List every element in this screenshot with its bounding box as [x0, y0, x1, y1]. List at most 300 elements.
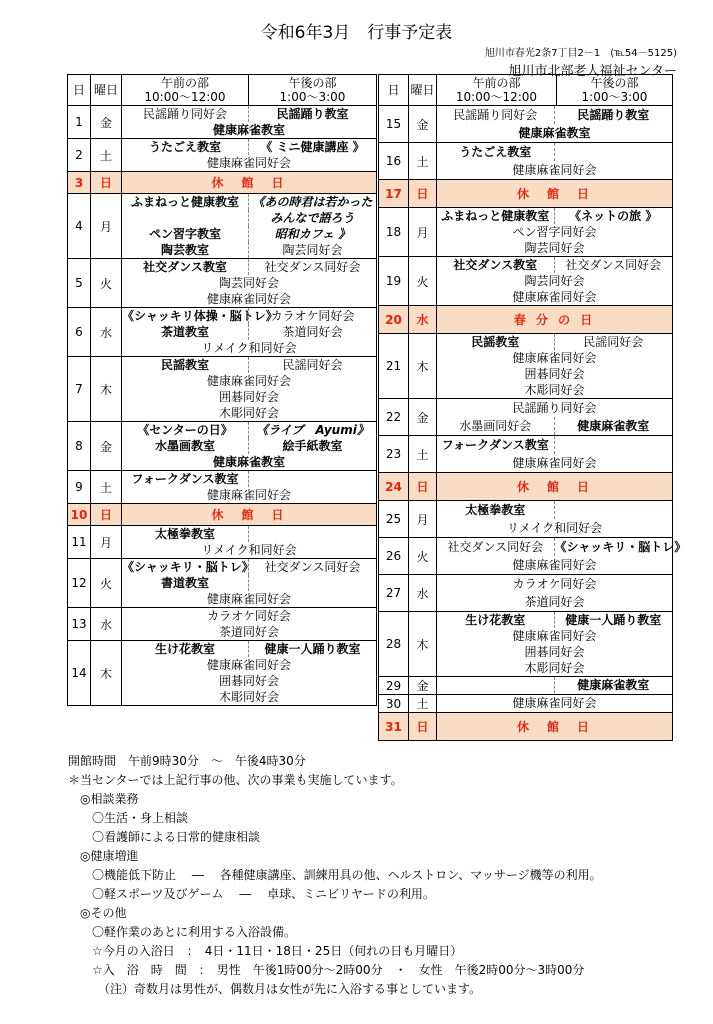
event-line	[122, 526, 376, 542]
event-am: 陶芸教室	[122, 242, 249, 258]
weekday: 木	[409, 334, 437, 399]
event-line	[122, 226, 376, 242]
event-am: 生け花教室	[122, 641, 249, 657]
event-line	[122, 139, 376, 155]
header-pm-title: 午後の部	[590, 76, 639, 90]
event-pm: 民謡同好会	[282, 358, 343, 372]
event-full: リメイク和同好会	[201, 341, 297, 355]
event-full: 茶道同好会	[524, 595, 585, 609]
header-am-time: 10:00～12:00	[455, 90, 538, 104]
day-row	[68, 559, 377, 608]
event-pm	[249, 526, 376, 542]
schedule-table-left	[67, 74, 377, 706]
weekday: 月	[409, 208, 437, 257]
weekday: 月	[91, 526, 122, 559]
day-number: 6	[68, 308, 91, 357]
event-pm	[555, 501, 673, 519]
event-pm: 陶芸同好会	[282, 243, 343, 257]
weekday: 金	[91, 422, 122, 471]
event-am: 民謡踊り同好会	[437, 106, 555, 124]
weekday: 火	[409, 257, 437, 306]
event-line	[437, 350, 672, 366]
event-am: うたごえ教室	[122, 139, 249, 155]
weekday: 火	[409, 538, 437, 575]
event-full: 健康麻雀同好会	[512, 696, 597, 710]
event-pm: 民謡踊り教室	[577, 108, 650, 122]
day-number: 28	[379, 612, 409, 677]
day-number: 30	[379, 695, 409, 713]
event-line	[122, 542, 376, 558]
event-line	[437, 289, 672, 305]
event-pm: 健康麻雀教室	[577, 419, 650, 433]
event-pm: みんなで語ろう	[270, 211, 355, 225]
event-line	[437, 366, 672, 382]
event-line	[437, 224, 672, 240]
event-full: 健康麻雀同好会	[512, 290, 597, 304]
day-number: 7	[68, 357, 91, 422]
event-line	[122, 210, 376, 226]
weekday: 木	[409, 612, 437, 677]
event-pm: 健康一人踊り教室	[264, 642, 361, 656]
event-line	[437, 538, 687, 556]
event-line	[437, 106, 672, 124]
weekday: 土	[91, 139, 122, 172]
event-line	[122, 357, 376, 373]
day-number: 23	[379, 436, 409, 473]
event-full: 健康麻雀同好会	[206, 592, 291, 606]
events-cell	[437, 143, 673, 180]
event-line	[437, 417, 672, 435]
event-line	[437, 208, 672, 224]
weekday: 日	[409, 713, 437, 741]
event-line	[122, 487, 376, 503]
event-line	[122, 389, 376, 405]
day-number: 21	[379, 334, 409, 399]
event-pm: カラオケ同好会	[270, 309, 355, 323]
event-pm	[555, 436, 673, 454]
event-pm: 茶道同好会	[282, 325, 343, 339]
events-cell	[122, 608, 377, 641]
event-full: 健康麻雀教室	[212, 123, 285, 137]
schedule-table-right	[378, 74, 687, 741]
event-full: 木彫同好会	[218, 406, 279, 420]
event-am	[437, 677, 555, 693]
day-number: 8	[68, 422, 91, 471]
closed-day-row	[68, 504, 377, 526]
event-full: 囲碁同好会	[524, 645, 585, 659]
day-row	[379, 334, 673, 399]
header-am-title: 午前の部	[160, 76, 209, 90]
event-line	[437, 556, 672, 574]
header-am-time: 10:00～12:00	[144, 90, 226, 104]
events-cell	[437, 695, 673, 713]
header-pm-time: 1:00～3:00	[581, 90, 648, 104]
events-cell	[122, 308, 377, 357]
day-number: 10	[68, 504, 91, 526]
event-line	[437, 519, 672, 537]
event-pm: 《 ミニ健康講座 》	[260, 140, 365, 154]
note-line: ＊当センターでは上記行事の他、次の事業も実施しています。	[68, 773, 403, 787]
event-line	[122, 291, 376, 307]
header-am	[122, 75, 249, 106]
closed-label: 休 館 日	[437, 473, 673, 501]
event-line	[122, 405, 376, 421]
day-number: 3	[68, 172, 91, 194]
event-line	[122, 194, 376, 210]
event-line	[122, 324, 376, 340]
header-pm-title: 午後の部	[288, 76, 337, 90]
event-line	[122, 122, 376, 138]
day-number: 15	[379, 106, 409, 143]
events-cell	[437, 501, 673, 538]
event-am: ふまねっと健康教室	[122, 194, 249, 210]
event-am: 生け花教室	[437, 612, 555, 628]
day-row	[379, 143, 673, 180]
day-number: 29	[379, 677, 409, 695]
weekday: 日	[91, 172, 122, 194]
event-pm: 《シャッキリ・脳トレ》	[554, 540, 687, 554]
closed-day-row	[68, 172, 377, 194]
event-line	[437, 660, 672, 676]
day-row	[379, 538, 673, 575]
weekday: 土	[409, 695, 437, 713]
event-am: 《シャッキリ・脳トレ》	[122, 560, 254, 574]
event-am: 民謡教室	[437, 334, 555, 350]
note-line: ◎健康増進	[68, 849, 139, 863]
weekday: 月	[91, 194, 122, 259]
events-cell	[437, 612, 673, 677]
events-cell	[122, 526, 377, 559]
event-pm: 《あの時君は若かった	[252, 195, 373, 209]
closed-day-row	[379, 306, 673, 334]
event-pm: 民謡踊り教室	[276, 107, 349, 121]
event-line	[122, 673, 376, 689]
day-number: 27	[379, 575, 409, 612]
event-full: 木彫同好会	[524, 383, 585, 397]
event-line	[437, 501, 672, 519]
weekday: 金	[409, 677, 437, 695]
header-day: 日	[379, 75, 409, 106]
event-line	[122, 657, 376, 673]
event-full: 健康麻雀同好会	[206, 488, 291, 502]
event-pm: 絵手紙教室	[282, 439, 343, 453]
event-full: 健康麻雀同好会	[512, 629, 597, 643]
event-line	[437, 240, 672, 256]
weekday: 金	[409, 399, 437, 436]
event-full: 囲碁同好会	[524, 367, 585, 381]
event-line	[437, 399, 672, 417]
note-line: 開館時間 午前9時30分 ～ 午後4時30分	[68, 754, 306, 768]
day-row	[68, 526, 377, 559]
event-full: 健康麻雀教室	[212, 455, 285, 469]
day-row	[379, 106, 673, 143]
event-full: カラオケ同好会	[512, 577, 597, 591]
day-number: 2	[68, 139, 91, 172]
day-row	[68, 422, 377, 471]
event-pm: 民謡同好会	[583, 335, 644, 349]
day-number: 4	[68, 194, 91, 259]
event-line	[437, 334, 672, 350]
event-line	[122, 471, 376, 487]
event-line	[122, 559, 376, 575]
event-line	[437, 143, 672, 161]
day-row	[379, 695, 673, 713]
event-am: フォークダンス教室	[122, 471, 249, 487]
day-number: 22	[379, 399, 409, 436]
event-full: 健康麻雀同好会	[512, 558, 597, 572]
event-full: リメイク和同好会	[506, 521, 603, 535]
event-line	[122, 422, 376, 438]
weekday: 木	[91, 641, 122, 706]
note-line: ◎相談業務	[68, 792, 139, 806]
event-full: 健康麻雀同好会	[206, 374, 291, 388]
day-row	[68, 308, 377, 357]
closed-label: 春 分 の 日	[437, 306, 673, 334]
day-number: 31	[379, 713, 409, 741]
weekday: 土	[409, 143, 437, 180]
event-line	[437, 382, 672, 398]
day-row	[379, 399, 673, 436]
header-day: 日	[68, 75, 91, 106]
event-full: 囲碁同好会	[218, 674, 279, 688]
event-pm: 社交ダンス同好会	[565, 258, 662, 272]
weekday: 金	[409, 106, 437, 143]
event-am: 社交ダンス同好会	[437, 538, 555, 556]
closed-day-row	[379, 713, 673, 741]
event-full: ペン習字同好会	[512, 225, 597, 239]
event-full: カラオケ同好会	[207, 609, 291, 623]
event-pm: 健康一人踊り教室	[565, 613, 662, 627]
note-line: 〇軽作業のあとに利用する入浴設備。	[68, 925, 297, 939]
closed-label: 休 館 日	[437, 180, 673, 208]
event-line	[122, 438, 376, 454]
events-cell	[437, 208, 673, 257]
day-number: 11	[68, 526, 91, 559]
weekday: 月	[409, 501, 437, 538]
weekday: 金	[91, 106, 122, 139]
header-weekday: 曜日	[409, 75, 437, 106]
event-am	[122, 210, 249, 226]
events-cell	[437, 677, 673, 695]
event-pm: 《ライブ Ayumi》	[256, 423, 369, 437]
event-full: 囲碁同好会	[218, 390, 279, 404]
event-pm: 社交ダンス同好会	[264, 560, 361, 574]
event-line	[437, 454, 672, 472]
weekday: 日	[409, 473, 437, 501]
weekday: 土	[409, 436, 437, 473]
event-line	[122, 454, 376, 470]
weekday: 土	[91, 471, 122, 504]
day-number: 13	[68, 608, 91, 641]
header-pm	[249, 75, 377, 106]
event-line	[122, 340, 376, 356]
event-line	[122, 641, 376, 657]
events-cell	[122, 357, 377, 422]
event-full: 健康麻雀同好会	[206, 156, 291, 170]
event-am: 水墨画教室	[122, 438, 249, 454]
event-full: 陶芸同好会	[524, 274, 585, 288]
event-am: 水墨画同好会	[437, 417, 555, 435]
event-full: 木彫同好会	[218, 690, 279, 704]
day-row	[68, 357, 377, 422]
event-pm	[249, 471, 376, 487]
day-row	[379, 575, 673, 612]
weekday: 水	[91, 308, 122, 357]
events-cell	[437, 436, 673, 473]
events-cell	[122, 422, 377, 471]
event-line	[437, 695, 672, 711]
organization-name: 旭川市北部老人福祉センター	[508, 64, 677, 79]
event-line	[122, 624, 376, 640]
day-row	[379, 257, 673, 306]
note-line: ☆今月の入浴日 ： 4日・11日・18日・25日（何れの日も月曜日）	[68, 944, 463, 958]
day-number: 24	[379, 473, 409, 501]
events-cell	[437, 538, 687, 575]
note-line: ◎その他	[68, 906, 127, 920]
day-row	[68, 259, 377, 308]
event-am: 太極拳教室	[437, 501, 555, 519]
event-pm	[249, 575, 376, 591]
event-line	[437, 593, 672, 611]
weekday: 火	[91, 259, 122, 308]
event-line	[122, 608, 376, 624]
day-row	[379, 436, 673, 473]
event-line	[122, 575, 376, 591]
day-number: 26	[379, 538, 409, 575]
event-am: フォークダンス教室	[437, 436, 555, 454]
day-number: 25	[379, 501, 409, 538]
event-line	[437, 575, 672, 593]
event-line	[122, 106, 376, 122]
weekday: 木	[91, 357, 122, 422]
event-full: リメイク和同好会	[201, 543, 297, 557]
event-am: 太極拳教室	[122, 526, 249, 542]
event-line	[437, 273, 672, 289]
event-line	[437, 644, 672, 660]
day-row	[68, 471, 377, 504]
event-pm: 《ネットの旅 》	[569, 209, 658, 223]
day-row	[68, 194, 377, 259]
day-row	[379, 208, 673, 257]
note-line: ☆入 浴 時 間 ： 男性 午後1時00分～2時00分 ・ 女性 午後2時00分～3時00分	[68, 963, 585, 977]
event-full: 民謡踊り同好会	[512, 401, 597, 415]
event-am: 書道教室	[122, 575, 249, 591]
event-am: 社交ダンス教室	[437, 257, 555, 273]
closed-label: 休 館 日	[437, 713, 673, 741]
event-pm: 社交ダンス同好会	[264, 260, 361, 274]
events-cell	[122, 559, 377, 608]
weekday: 火	[91, 559, 122, 608]
event-am: 社交ダンス教室	[122, 259, 249, 275]
event-am: うたごえ教室	[437, 143, 555, 161]
event-am: ふまねっと健康教室	[437, 208, 555, 224]
events-cell	[122, 471, 377, 504]
header-pm	[557, 75, 673, 106]
day-number: 5	[68, 259, 91, 308]
event-am: 民謡踊り同好会	[122, 106, 249, 122]
event-pm: 健康麻雀教室	[577, 678, 650, 692]
event-full: 健康麻雀同好会	[512, 351, 597, 365]
event-full: 木彫同好会	[524, 661, 585, 675]
day-row	[379, 677, 673, 695]
events-cell	[122, 259, 377, 308]
day-number: 17	[379, 180, 409, 208]
header-pm-time: 1:00～3:00	[279, 90, 346, 104]
day-number: 20	[379, 306, 409, 334]
events-cell	[437, 399, 673, 436]
event-line	[122, 689, 376, 705]
event-full: 健康麻雀同好会	[512, 163, 597, 177]
weekday: 日	[409, 180, 437, 208]
note-line: 〇機能低下防止 ― 各種健康講座、訓練用具の他、ヘルストロン、マッサージ機等の利用。	[68, 868, 602, 882]
event-line	[437, 677, 672, 693]
closed-day-row	[379, 473, 673, 501]
events-cell	[122, 139, 377, 172]
address-line: 旭川市春光2条7丁目2－1 (℡54－5125)	[484, 48, 677, 59]
day-row	[68, 139, 377, 172]
event-line	[122, 155, 376, 171]
event-line	[437, 257, 672, 273]
event-full: 健康麻雀同好会	[206, 658, 291, 672]
note-line: 〇軽スポーツ及びゲーム ― 卓球、ミニビリヤードの利用。	[68, 887, 435, 901]
event-am: 民謡教室	[122, 357, 249, 373]
day-number: 18	[379, 208, 409, 257]
event-line	[122, 275, 376, 291]
event-pm: 昭和カフェ 》	[274, 227, 351, 241]
day-row	[379, 612, 673, 677]
day-row	[68, 106, 377, 139]
event-am: 茶道教室	[122, 324, 249, 340]
header-am	[437, 75, 557, 106]
event-line	[122, 242, 376, 258]
day-row	[68, 608, 377, 641]
day-number: 14	[68, 641, 91, 706]
day-number: 1	[68, 106, 91, 139]
event-line	[437, 161, 672, 179]
event-pm	[555, 143, 673, 161]
events-cell	[437, 106, 673, 143]
event-am: 《シャッキリ体操・脳トレ》	[122, 309, 278, 323]
day-row	[68, 641, 377, 706]
event-line	[122, 591, 376, 607]
event-full: 健康麻雀教室	[518, 126, 591, 140]
closed-label: 休 館 日	[122, 504, 377, 526]
events-cell	[122, 194, 377, 259]
event-line	[122, 259, 376, 275]
note-line: 〇生活・身上相談	[68, 811, 189, 825]
weekday: 水	[409, 575, 437, 612]
events-cell	[437, 257, 673, 306]
note-line: 〇看護師による日常的健康相談	[68, 830, 261, 844]
day-number: 19	[379, 257, 409, 306]
event-am: 《センターの日》	[122, 422, 249, 438]
header-weekday: 曜日	[91, 75, 122, 106]
event-full: 茶道同好会	[218, 625, 279, 639]
header-am-title: 午前の部	[472, 76, 521, 90]
day-number: 16	[379, 143, 409, 180]
note-line: （注）奇数月は男性が、偶数月は女性が先に入浴する事としています。	[68, 982, 482, 996]
events-cell	[122, 641, 377, 706]
events-cell	[122, 106, 377, 139]
events-cell	[437, 334, 673, 399]
day-row	[379, 501, 673, 538]
event-full: 陶芸同好会	[524, 241, 585, 255]
weekday: 日	[91, 504, 122, 526]
event-line	[437, 436, 672, 454]
page-title: 令和6年3月 行事予定表	[260, 23, 453, 43]
event-full: 陶芸同好会	[218, 276, 279, 290]
event-line	[122, 373, 376, 389]
